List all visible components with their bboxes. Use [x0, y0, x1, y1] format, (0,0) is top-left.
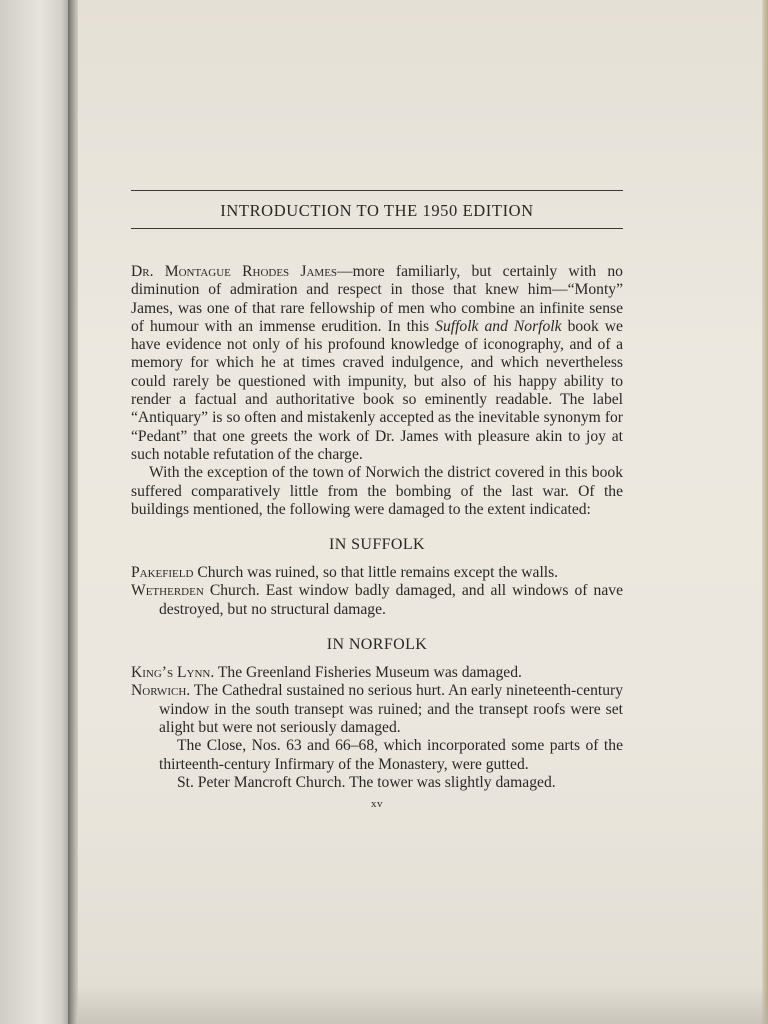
entry-text: Church was ruined, so that little remains except the walls.: [193, 564, 559, 582]
bombing-paragraph: With the exception of the town of Norwich the district covered in this book suffered comparatively little from the bombing of the last war. Of the buildings mentioned, the following were damaged to the extent indicated:: [131, 464, 623, 518]
norfolk-entry-kings-lynn: [131, 664, 623, 682]
page-heading: INTRODUCTION TO THE 1950 EDITION: [220, 201, 534, 220]
intro-paragraph: [131, 263, 623, 464]
place-name: Pakefield: [131, 564, 194, 582]
page-content: [131, 190, 623, 810]
left-page: [0, 0, 72, 1024]
norfolk-close-text: The Close, Nos. 63 and 66–68, which incorporated some parts of the thirteenth-century Infirmary of the Monastery, were gutted.: [159, 737, 623, 773]
place-name: Norwich.: [131, 682, 191, 700]
intro-text-a: —more familiarly, but certainly with no diminution of admiration and respect in those that knew him—“Monty” James, was one of that rare fellowship of men who combine an infinite sense of humour with an immense erudition. In this: [131, 263, 623, 335]
entry-text: The Greenland Fisheries Museum was damaged.: [214, 664, 522, 682]
bottom-rule: [131, 228, 623, 229]
entry-text: Church. East window badly damaged, and all windows of nave destroyed, but no structural damage.: [159, 582, 623, 618]
suffolk-entry-wetherden: [131, 582, 623, 619]
norfolk-entry-norwich: [131, 682, 623, 737]
author-name: Dr. Montague Rhodes James: [131, 263, 338, 280]
norfolk-heading: IN NORFOLK: [326, 636, 428, 654]
page-number: xv: [371, 798, 383, 811]
page-edge: [762, 0, 768, 1024]
norfolk-mancroft-text: St. Peter Mancroft Church. The tower was slightly damaged.: [177, 773, 556, 791]
suffolk-heading: IN SUFFOLK: [328, 536, 425, 554]
bottom-shadow: [78, 985, 768, 1024]
book-title: Suffolk and Norfolk: [435, 317, 562, 335]
intro-text-b: book we have evidence not only of his profound knowledge of iconography, and of a memory for which he at times craved indulgence, and which nevertheless could rarely be questioned with impunity, but also of his happy ability to render a factual and authoritative book so eminently readable. The label “Antiquary” is so often and mistakenly accepted as the inevitable synonym for “Pedant” that one greets the work of Dr. James with pleasure akin to joy at such notable refutation of the charge.: [131, 317, 623, 463]
entry-text: The Cathedral sustained no serious hurt. An early nineteenth-century window in the south transept was ruined; and the transept roofs were set alight but were not seriously damaged.: [159, 682, 623, 736]
suffolk-entry-pakefield: [131, 564, 623, 582]
place-name: King’s Lynn.: [131, 664, 215, 682]
place-name: Wetherden: [131, 582, 204, 600]
